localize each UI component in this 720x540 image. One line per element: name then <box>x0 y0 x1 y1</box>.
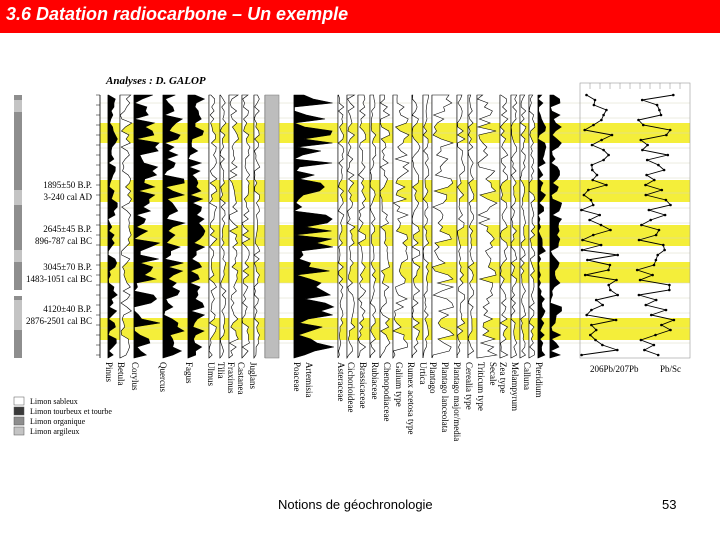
isotope-point <box>592 204 595 207</box>
isotope-point <box>605 184 608 187</box>
isotope-point <box>590 324 593 327</box>
taxon-label: Galium type <box>394 362 404 407</box>
isotope-point <box>607 154 610 157</box>
isotope-point <box>585 314 588 317</box>
isotope-point <box>609 264 612 267</box>
isotope-point <box>648 209 651 212</box>
isotope-point <box>591 169 594 172</box>
isotope-point <box>580 354 583 357</box>
date-bp: 1895±50 B.P. <box>43 180 92 190</box>
legend-label: Limon organique <box>30 417 86 426</box>
isotope-point <box>672 94 675 97</box>
isotope-point <box>653 344 656 347</box>
isotope-point <box>639 279 642 282</box>
isotope-point <box>642 124 645 127</box>
isotope-point <box>669 129 672 132</box>
isotope-point <box>663 249 666 252</box>
isotope-point <box>646 144 649 147</box>
taxon-label: Ulmus <box>206 362 216 387</box>
taxon-label: Secale <box>488 362 498 386</box>
isotope-point <box>665 309 668 312</box>
isotope-point <box>669 204 672 207</box>
isotope-point <box>655 234 658 237</box>
isotope-point <box>602 149 605 152</box>
taxon-label: Zea type <box>498 362 508 394</box>
date-bp: 3045±70 B.P. <box>43 262 92 272</box>
isotope-point <box>653 264 656 267</box>
isotope-point <box>589 334 592 337</box>
isotope-point <box>643 349 646 352</box>
isotope-point <box>658 109 661 112</box>
taxon-label: Betula <box>116 362 126 386</box>
isotope-point <box>588 219 591 222</box>
isotope-point <box>645 194 648 197</box>
taxon-label: Castanea <box>236 362 246 395</box>
taxa-labels <box>104 362 544 441</box>
isotope-point <box>640 224 643 227</box>
legend-label: Limon sableux <box>30 397 78 406</box>
taxon-label: Poaceae <box>292 362 302 392</box>
taxon-label: Calluna <box>522 362 532 390</box>
footer-text: Notions de géochronologie <box>278 497 433 512</box>
taxon-label: Cichorioideae <box>346 362 356 413</box>
isotope-point <box>581 239 584 242</box>
isotope-point <box>587 189 590 192</box>
isotope-point <box>590 199 593 202</box>
date-labels <box>26 180 92 326</box>
isotope-point <box>660 114 663 117</box>
isotope-point <box>655 259 658 262</box>
slide-title: 3.6 Datation radiocarbone – Un exemple <box>6 4 349 24</box>
strat-layer <box>14 250 22 262</box>
isotope-point <box>650 314 653 317</box>
isotope-point <box>592 234 595 237</box>
taxon-label: Juglans <box>248 362 258 389</box>
isotope-point <box>583 194 586 197</box>
isotope-point <box>591 164 594 167</box>
taxon-label: Asteraceae <box>336 362 346 402</box>
isotope-point <box>580 209 583 212</box>
isotope-point <box>600 224 603 227</box>
isotope-point <box>656 104 659 107</box>
taxon-label: Triticum type <box>476 362 486 411</box>
isotope-point <box>641 99 644 102</box>
isotope-point <box>649 219 652 222</box>
taxon-label: Plantago <box>428 362 438 394</box>
isotope-point <box>668 284 671 287</box>
isotope-axis-labels <box>590 364 681 374</box>
isotope-point <box>654 334 657 337</box>
isotope-point <box>601 304 604 307</box>
isotope-point <box>616 349 619 352</box>
legend-label: Limon tourbeux et tourbe <box>30 407 112 416</box>
isotope-label: 206Pb/207Pb <box>590 364 639 374</box>
isotope-point <box>591 179 594 182</box>
isotope-point <box>591 144 594 147</box>
taxon-label: Rubiaceae <box>370 362 380 400</box>
isotope-point <box>651 274 654 277</box>
isotope-point <box>602 159 605 162</box>
isotope-point <box>592 124 595 127</box>
taxon-curve <box>229 95 239 358</box>
taxon-label: Corylus <box>130 362 140 391</box>
taxon-label: Tilia <box>216 362 226 379</box>
isotope-point <box>609 289 612 292</box>
legend-swatch <box>14 427 24 435</box>
isotope-point <box>664 214 667 217</box>
isotope-point <box>594 99 597 102</box>
taxon-label: Cerealia type <box>464 362 474 410</box>
isotope-point <box>600 244 603 247</box>
isotope-point <box>600 139 603 142</box>
isotope-point <box>656 254 659 257</box>
date-bp: 4120±40 B.P. <box>43 304 92 314</box>
isotope-point <box>646 159 649 162</box>
date-cal: 3-240 cal AD <box>43 192 92 202</box>
strat-layer <box>14 300 22 330</box>
page-number: 53 <box>662 497 677 512</box>
isotope-point <box>636 269 639 272</box>
isotope-point <box>600 119 603 122</box>
isotope-point <box>645 174 648 177</box>
isotope-point <box>665 134 668 137</box>
taxon-label: Plantago lanceolata <box>440 362 450 433</box>
taxon-label: Pinus <box>104 362 114 383</box>
isotope-point <box>602 114 605 117</box>
taxon-label: Chenopodiaceae <box>382 362 392 422</box>
taxon-label: Melampyrum <box>510 362 520 411</box>
isotope-point <box>638 239 641 242</box>
isotope-point <box>590 309 593 312</box>
date-cal: 1483-1051 cal BC <box>26 274 92 284</box>
isotope-point <box>605 109 608 112</box>
isotope-point <box>601 344 604 347</box>
taxon-label: Quercus <box>158 362 168 392</box>
taxon-label: Plantago major/media <box>452 362 462 442</box>
isotope-point <box>594 339 597 342</box>
isotope-point <box>673 319 676 322</box>
isotope-point <box>667 154 670 157</box>
isotope-point <box>615 319 618 322</box>
legend-label: Limon argileux <box>30 427 80 436</box>
isotope-point <box>595 329 598 332</box>
date-cal: 896-787 cal BC <box>35 236 92 246</box>
isotope-point <box>644 184 647 187</box>
taxon-label: Urtica <box>418 362 428 385</box>
isotope-point <box>658 229 661 232</box>
isotope-point <box>657 164 660 167</box>
isotope-point <box>609 229 612 232</box>
isotope-point <box>637 119 640 122</box>
isotope-point <box>607 284 610 287</box>
isotope-point <box>640 339 643 342</box>
isotope-point <box>596 174 599 177</box>
taxon-curve <box>265 95 279 358</box>
isotope-label: Pb/Sc <box>660 364 682 374</box>
isotope-point <box>598 214 601 217</box>
taxon-label: Rumex acetosa type <box>406 362 416 435</box>
isotope-point <box>595 299 598 302</box>
taxon-label: Fraxinus <box>226 362 236 394</box>
isotope-point <box>663 169 666 172</box>
isotope-point <box>668 289 671 292</box>
isotope-point <box>661 189 664 192</box>
isotope-point <box>581 249 584 252</box>
isotope-point <box>657 354 660 357</box>
date-bp: 2645±45 B.P. <box>43 224 92 234</box>
taxon-label: Brassicaceae <box>358 362 368 409</box>
isotope-point <box>616 254 619 257</box>
taxon-label: Artemisia <box>304 362 314 398</box>
isotope-point <box>593 104 596 107</box>
isotope-point <box>662 244 665 247</box>
isotope-point <box>640 139 643 142</box>
strat-layer <box>14 190 22 205</box>
isotope-point <box>616 294 619 297</box>
isotope-point <box>615 279 618 282</box>
diagram-header: Analyses : D. GALOP <box>106 75 206 87</box>
isotope-point <box>638 294 641 297</box>
isotope-point <box>584 274 587 277</box>
strat-layer <box>14 100 22 112</box>
isotope-point <box>669 329 672 332</box>
date-cal: 2876-2501 cal BC <box>26 316 92 326</box>
isotope-point <box>586 259 589 262</box>
isotope-point <box>611 134 614 137</box>
isotope-point <box>655 299 658 302</box>
isotope-point <box>583 129 586 132</box>
legend-swatch <box>14 417 24 425</box>
isotope-point <box>641 149 644 152</box>
legend-swatch <box>14 397 24 405</box>
taxon-label: Fagus <box>184 362 194 384</box>
isotope-point <box>653 179 656 182</box>
isotope-point <box>585 94 588 97</box>
isotope-point <box>665 199 668 202</box>
legend-swatch <box>14 407 24 415</box>
isotope-point <box>660 324 663 327</box>
legend <box>14 397 112 436</box>
strat-layer <box>14 290 22 296</box>
isotope-point <box>645 304 648 307</box>
isotope-point <box>607 269 610 272</box>
taxon-label: Pteridium <box>534 362 544 398</box>
